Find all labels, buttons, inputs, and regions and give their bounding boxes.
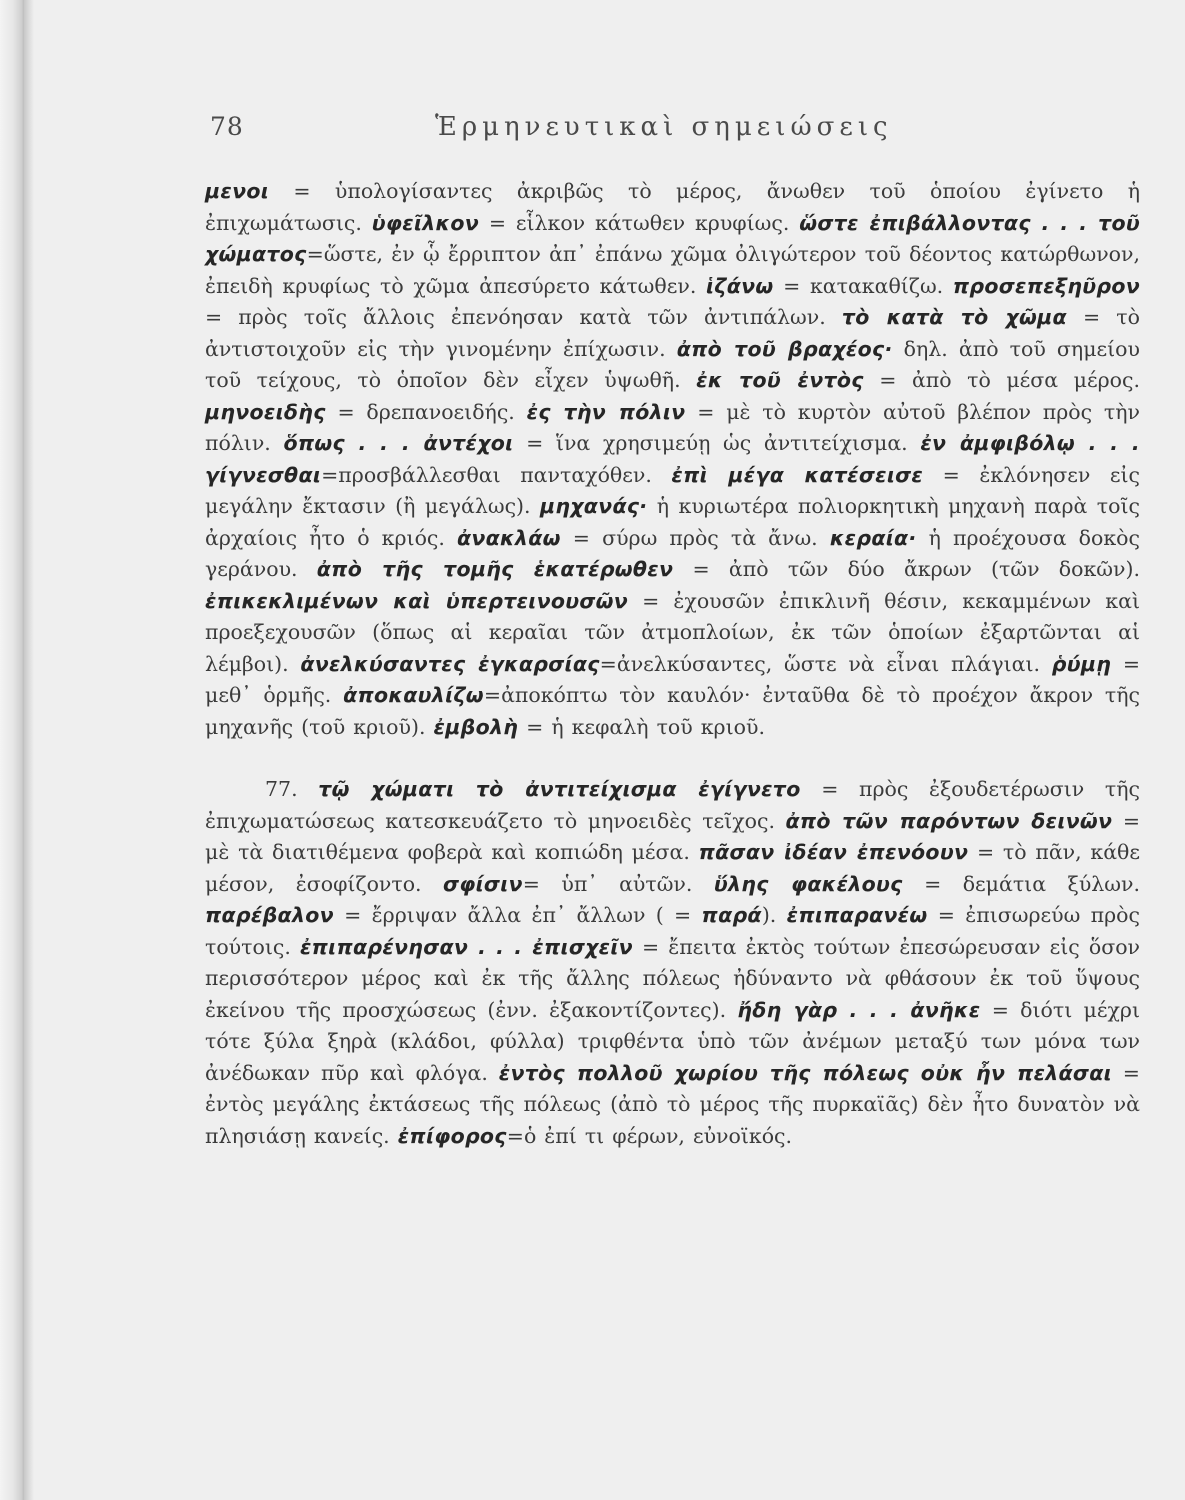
gloss-text: = διότι μέχρι τότε ξύλα ξηρὰ (κλάδοι, φύλλα) τριφθέντα ὑπὸ τῶν ἀνέμων μεταξύ των μόνα των ἀνέδωκαν πῦρ καὶ φλόγα. xyxy=(205,997,1140,1085)
body-text xyxy=(205,176,1140,1152)
gloss-text: =ἀνελκύσαντες, ὥστε νὰ εἶναι πλάγιαι. xyxy=(599,651,1052,676)
lemma-term: ἀπὸ τῆς τομῆς ἑκατέρωθεν xyxy=(316,557,674,581)
lemma-term: ὥστε ἐπιβάλλοντας . . . τοῦ χώματος xyxy=(205,210,1140,266)
lemma-term: ὅπως . . . ἀντέχοι xyxy=(283,431,514,455)
gloss-text: = μὲ τὰ διατιθέμενα φοβερὰ καὶ κοπιώδη μέσα. xyxy=(205,808,1141,864)
gloss-text: = μεθ᾽ ὁρμῆς. xyxy=(205,651,1140,707)
lemma-term: ὕλης φακέλους xyxy=(713,871,903,896)
lemma-term: πᾶσαν ἰδέαν ἐπενόουν xyxy=(698,840,969,864)
gloss-text: = δεμάτια ξύλων. xyxy=(902,871,1140,896)
gloss-text: = ἵνα χρησιμεύῃ ὡς ἀντιτείχισμα. xyxy=(513,431,921,455)
lemma-term: μηνοειδὴς xyxy=(205,399,326,424)
lemma-term: μηχανάς· xyxy=(540,494,648,518)
lemma-term: ἀπὸ τῶν παρόντων δεινῶν xyxy=(785,808,1113,833)
gloss-text: = εἷλκον κάτωθεν κρυφίως. xyxy=(479,210,800,235)
lemma-term: ἐντὸς πολλοῦ χωρίου τῆς πόλεως οὐκ ἦν πελάσαι xyxy=(498,1060,1112,1085)
page-binding-edge xyxy=(0,0,24,1500)
gloss-text: ἡ κυριωτέρα πολιορκητικὴ μηχανὴ παρὰ τοῖς ἀρχαίοις ἦτο ὁ κριός. xyxy=(205,494,1140,550)
lemma-term: ἀνακλάω xyxy=(457,525,561,550)
lemma-term: ἐμβολὴ xyxy=(433,714,519,739)
paragraph-note-77 xyxy=(205,774,1140,1152)
gloss-text: = μὲ τὸ κυρτὸν αὐτοῦ βλέπον πρὸς τὴν πόλιν. xyxy=(205,399,1141,455)
lemma-term: ἐπικεκλιμένων καὶ ὑπερτεινουσῶν xyxy=(205,588,629,613)
page-edge-shadow xyxy=(24,0,34,1500)
gloss-text: = πρὸς τοῖς ἄλλοις ἐπενόησαν κατὰ τῶν ἀντιπάλων. xyxy=(205,305,842,329)
lemma-term: ἐπιπαρανέω xyxy=(786,903,928,927)
gloss-text: = ἀπὸ τὸ μέσα μέρος. xyxy=(863,368,1141,392)
lemma-term: ἐς τὴν πόλιν xyxy=(526,399,686,424)
lemma-term: ἐπιπαρένησαν . . . ἐπισχεῖν xyxy=(299,934,633,959)
gloss-text: = τὸ ἀντιστοιχοῦν εἰς τὴν γινομένην ἐπίχωσιν. xyxy=(205,305,1140,361)
lemma-term: παρέβαλον xyxy=(205,903,334,927)
gloss-text: = ἔπειτα ἐκτὸς τούτων ἐπεσώρευσαν εἰς ὅσον περισσότερον μέρος καὶ ἐκ τῆς ἄλλης πόλεως ἠδύναντο νὰ φθάσουν ἐκ τοῦ ὕψους ἐκείνου τῆς προσχώσεως (ἐνν. ἐξακοντίζοντες). xyxy=(205,934,1140,1022)
lemma-term: μενοι xyxy=(205,179,270,203)
lemma-term: ἀπὸ τοῦ βραχέος· xyxy=(676,336,893,361)
lemma-term: ἐκ τοῦ ἐντὸς xyxy=(696,368,864,392)
gloss-text: = ἐντὸς μεγάλης ἐκτάσεως τῆς πόλεως (ἀπὸ τὸ μέρος τῆς πυρκαϊᾶς) δὲν ἦτο δυνατὸν νὰ πλησιάσῃ κανείς. xyxy=(205,1060,1140,1148)
gloss-text: = σύρω πρὸς τὰ ἄνω. xyxy=(560,525,830,550)
lemma-term: ἐπὶ μέγα κατέσεισε xyxy=(671,462,924,487)
lemma-term: σφίσιν xyxy=(443,871,523,896)
running-head: Ἑρμηνευτικαὶ σημειώσεις xyxy=(435,112,893,142)
gloss-text: = ἔρριψαν ἄλλα ἐπ᾽ ἄλλων ( = xyxy=(333,903,702,927)
gloss-text: = ἐπισωρεύω πρὸς τούτοις. xyxy=(205,903,1140,959)
gloss-text: = ὑπ᾽ αὐτῶν. xyxy=(522,871,714,896)
gloss-text: = ἡ κεφαλὴ τοῦ κριοῦ. xyxy=(518,714,765,739)
lemma-term: ἐν ἀμφιβόλῳ . . . γίγνεσθαι xyxy=(205,431,1140,487)
gloss-text: δηλ. ἀπὸ τοῦ σημείου τοῦ τείχους, τὸ ὁποῖον δὲν εἶχεν ὑψωθῆ. xyxy=(205,336,1140,392)
lemma-term: ἤδη γὰρ . . . ἀνῆκε xyxy=(737,997,981,1022)
page-header xyxy=(205,112,1145,152)
lemma-term: ἐπίφορος xyxy=(397,1123,507,1148)
gloss-text: ). xyxy=(761,903,787,927)
gloss-text: ἡ προέχουσα δοκὸς γεράνου. xyxy=(205,525,1140,581)
gloss-text: = τὸ πᾶν, κάθε μέσον, ἐσοφίζοντο. xyxy=(205,840,1141,896)
gloss-text: = δρεπανοειδής. xyxy=(325,399,527,424)
gloss-text: = ἐχουσῶν ἐπικλινῆ θέσιν, κεκαμμένων καὶ προεξεχουσῶν (ὅπως αἱ κεραῖαι τῶν ἀτμοπλοίων, ἐκ τῶν ὁποίων ἐξαρτῶνται αἱ λέμβοι). xyxy=(205,588,1140,676)
gloss-text: = ἀπὸ τῶν δύο ἄκρων (τῶν δοκῶν). xyxy=(673,557,1141,581)
gloss-text: =ὁ ἐπί τι φέρων, εὐνοϊκός. xyxy=(506,1123,793,1148)
lemma-term: παρά xyxy=(701,903,762,927)
lemma-term: τῷ χώματι τὸ ἀντιτείχισμα ἐγίγνετο xyxy=(318,777,801,801)
lemma-term: προσεπεξηῦρον xyxy=(952,273,1140,298)
gloss-text: =ὥστε, ἐν ᾧ ἔρριπτον ἀπ᾽ ἐπάνω χῶμα ὀλιγώτερον τοῦ δέοντος κατώρθωνον, ἐπειδὴ κρυφίως τὸ χῶμα ἀπεσύρετο κάτωθεν. xyxy=(205,242,1140,298)
lemma-term: ῥύμῃ xyxy=(1051,651,1112,676)
lemma-term: ἀνελκύσαντες ἐγκαρσίας xyxy=(300,651,600,676)
page-number: 78 xyxy=(210,112,244,141)
lemma-term: ἀποκαυλίζω xyxy=(343,683,484,707)
gloss-text: = κατακαθίζω. xyxy=(773,273,953,298)
lemma-term: τὸ κατὰ τὸ χῶμα xyxy=(841,305,1067,329)
gloss-text: = πρὸς ἐξουδετέρωσιν τῆς ἐπιχωματώσεως κατεσκευάζετο τὸ μηνοειδὲς τεῖχος. xyxy=(205,777,1140,833)
gloss-text: =ἀποκόπτω τὸν καυλόν· ἐνταῦθα δὲ τὸ προέχον ἄκρον τῆς μηχανῆς (τοῦ κριοῦ). xyxy=(205,683,1140,739)
gloss-text: = ὑπολογίσαντες ἀκριβῶς τὸ μέρος, ἄνωθεν τοῦ ὁποίου ἐγίνετο ἡ ἐπιχωμάτωσις. xyxy=(205,179,1140,235)
gloss-text: 77. xyxy=(265,777,319,801)
gloss-text: = ἐκλόνησεν εἰς μεγάλην ἔκτασιν (ἢ μεγάλως). xyxy=(205,462,1140,518)
lemma-term: κεραία· xyxy=(829,525,917,550)
lemma-term: ἱζάνω xyxy=(706,273,774,298)
gloss-text: =προσβάλλεσθαι πανταχόθεν. xyxy=(321,462,672,487)
paragraph-note-76-cont xyxy=(205,176,1140,743)
lemma-term: ὑφεῖλκον xyxy=(371,210,480,235)
